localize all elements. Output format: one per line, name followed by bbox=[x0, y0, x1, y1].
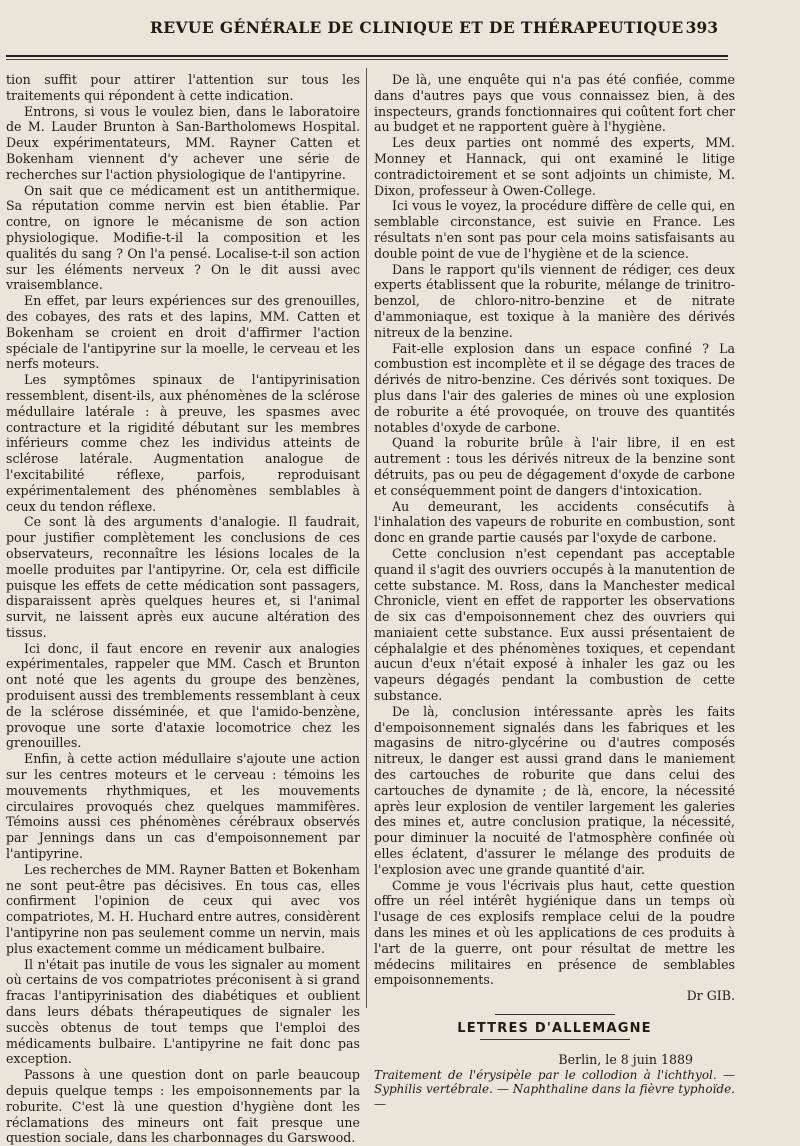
paragraph: Passons à une question dont on parle beaucoup depuis quelque temps : les empoisonnements par la roburite. C'est là une question d'hygiène dont les réclamations des mineurs ont fait presque une question sociale, dans les charbonnages du Garswood. bbox=[6, 1067, 360, 1146]
paragraph: Au demeurant, les accidents consécutifs à l'inhalation des vapeurs de roburite en combustion, sont donc en grande partie causés par l'oxyde de carbone. bbox=[374, 498, 735, 546]
dateline: Berlin, le 8 juin 1889 bbox=[558, 1051, 693, 1067]
paragraph: Il n'était pas inutile de vous les signaler au moment où certains de vos compatriotes préconisent à si grand fracas l'antipyrinisation des diabétiques et oublient dans leurs débats thérapeutiques de signaler les succès obtenus de tout temps que l'emploi des médicaments bulbaire. L'antipyrine ne fait donc pas exception. bbox=[6, 956, 360, 1067]
paragraph: Les symptômes spinaux de l'antipyrinisation ressemblent, disent-ils, aux phénomènes de la sclérose médullaire latérale : à preuve, les spasmes avec contracture et la rigidité débutant sur les membres inférieurs comme chez les individus atteints de sclérose latérale. Augmentation analogue de l'excitabilité réflexe, parfois, reproduisant expérimentalement des phénomènes semblables à ceux du tendon réflexe. bbox=[6, 372, 360, 514]
paragraph: Entrons, si vous le voulez bien, dans le laboratoire de M. Lauder Brunton à San-Bartholomews Hospital. Deux expérimentateurs, MM. Rayner Catten et Bokenham viennent d'y achever une série de recherches sur l'action physiologique de l'antipyrine. bbox=[6, 103, 360, 182]
paragraph: Comme je vous l'écrivais plus haut, cette question offre un réel intérêt hygiénique dans un temps où l'usage de ces explosifs remplace celui de la poudre dans les mines et où les applications de ces produits à l'art de la guerre, ont pour résultat de mettre les médecins militaires en présence de semblables empoisonnements. bbox=[374, 877, 735, 988]
section-title-rule bbox=[480, 1039, 630, 1040]
paragraph: Ce sont là des arguments d'analogie. Il faudrait, pour justifier complètement les conclusions de ces observateurs, reconnaître les lésions locales de la moelle produites par l'antipyrine. Or, cela est difficile puisque les effets de cette médication sont passagers, disparaissent après quelques heures et, si l'animal survit, ne laissent après eux aucune altération des tissus. bbox=[6, 514, 360, 640]
paragraph: Ici vous le voyez, la procédure diffère de celle qui, en semblable circonstance, est suivie en France. Les résultats n'en sont pas pour cela moins satisfaisants au double point de vue de l'hygiène et de la science. bbox=[374, 198, 735, 261]
paragraph: Cette conclusion n'est cependant pas acceptable quand il s'agit des ouvriers occupés à la manutention de cette substance. M. Ross, dans la Manchester medical Chronicle, vient en effet de rapporter les observations de six cas d'empoisonnement chez des ouvriers qui maniaient cette substance. Eux aussi présentaient de céphalalgie et des phénomènes toxiques, et cependant aucun d'eux n'était exposé à inhaler les gaz ou les vapeurs dégagés pendant la combustion de cette substance. bbox=[374, 545, 735, 704]
header-rule bbox=[6, 55, 728, 57]
paragraph: Fait-elle explosion dans un espace confiné ? La combustion est incomplète et il se dégage des traces de dérivés de nitro-benzine. Ces dérivés sont toxiques. De plus dans l'air des galeries de mines où une explosion de roburite a été provoquée, on trouve des quantités notables d'oxyde de carbone. bbox=[374, 340, 735, 435]
section-summary: Traitement de l'érysipèle par le collodion à l'ichthyol. — Syphilis vertébrale. — Naphthaline dans la fièvre typhoïde. — bbox=[374, 1067, 735, 1111]
right-column bbox=[374, 72, 735, 1111]
paragraph: tion suffit pour attirer l'attention sur tous les traitements qui répondent à cette indication. bbox=[6, 72, 360, 103]
paragraph: Enfin, à cette action médullaire s'ajoute une action sur les centres moteurs et le cerveau : témoins les mouvements rhythmiques, et les mouvements circulaires provoqués chez quelques mammifères. Témoins aussi ces phénomènes cérébraux observés par Jennings dans un cas d'empoisonnement par l'antipyrine. bbox=[6, 751, 360, 862]
paragraph: De là, conclusion intéressante après les faits d'empoisonnement signalés dans les fabriques et les magasins de nitro-glycérine ou d'autres composés nitreux, le danger est aussi grand dans le maniement des cartouches de roburite que dans celui des cartouches de dynamite ; de là, encore, la nécessité après leur explosion de ventiler largement les galeries des mines et, autre conclusion pratique, la nécessité, pour diminuer la nocuité de l'atmosphère confinée où elles éclatent, d'assurer le mélange des produits de l'explosion avec une grande quantité d'air. bbox=[374, 703, 735, 877]
paragraph: On sait que ce médicament est un antithermique. Sa réputation comme nervin est bien établie. Par contre, on ignore le mécanisme de son action physiologique. Modifie-t-il la composition et les qualités du sang ? On l'a pensé. Localise-t-il son action sur les éléments nerveux ? On le dit aussi avec vraisemblance. bbox=[6, 182, 360, 293]
paragraph: Les deux parties ont nommé des experts, MM. Monney et Hannack, qui ont examiné le litige contradictoirement et se sont adjoints un chimiste, M. Dixon, professeur à Owen-College. bbox=[374, 135, 735, 198]
paragraph: Les recherches de MM. Rayner Batten et Bokenham ne sont peut-être pas décisives. En tous cas, elles confirment l'opinion de ceux qui avec vos compatriotes, M. H. Huchard entre autres, considèrent l'antipyrine non pas seulement comme un nervin, mais plus exactement comme un médicament bulbaire. bbox=[6, 861, 360, 956]
page-number: 393 bbox=[685, 18, 718, 37]
column-divider bbox=[366, 68, 367, 1008]
paragraph: Ici donc, il faut encore en revenir aux analogies expérimentales, rappeler que MM. Casch et Brunton ont noté que les agents du groupe des benzènes, produisent aussi des tremblements ressemblant à ceux de la sclérose disséminée, et que l'amido-benzène, provoque une sorte d'ataxie locomotrice chez les grenouilles. bbox=[6, 640, 360, 751]
paragraph: De là, une enquête qui n'a pas été confiée, comme dans d'autres pays que vous connaissez bien, à des inspecteurs, grands fonctionnaires qui coûtent fort cher au budget et ne rapportent guère à l'hygiène. bbox=[374, 72, 735, 135]
section-divider bbox=[495, 1014, 615, 1015]
header-rule-thin bbox=[6, 59, 728, 60]
paragraph: Dans le rapport qu'ils viennent de rédiger, ces deux experts établissent que la roburite, mélange de trinitro-benzol, de chloro-nitro-benzine et de nitrate d'ammoniaque, est toxique à la manière des dérivés nitreux de la benzine. bbox=[374, 261, 735, 340]
paragraph: Quand la roburite brûle à l'air libre, il en est autrement : tous les dérivés nitreux de la benzine sont détruits, pas ou peu de dégagement d'oxyde de carbone et conséquemment point de dangers d'intoxication. bbox=[374, 435, 735, 498]
paragraph: En effet, par leurs expériences sur des grenouilles, des cobayes, des rats et des lapins, MM. Catten et Bokenham se croient en droit d'affirmer l'action spéciale de l'antipyrine sur la moelle, le cerveau et les nerfs moteurs. bbox=[6, 293, 360, 372]
signature: Dr GIB. bbox=[686, 988, 735, 1004]
running-title: REVUE GÉNÉRALE DE CLINIQUE ET DE THÉRAPEUTIQUE bbox=[150, 18, 684, 37]
page-header bbox=[0, 14, 800, 44]
section-title: LETTRES D'ALLEMAGNE bbox=[457, 1021, 652, 1037]
left-column bbox=[6, 72, 360, 1146]
